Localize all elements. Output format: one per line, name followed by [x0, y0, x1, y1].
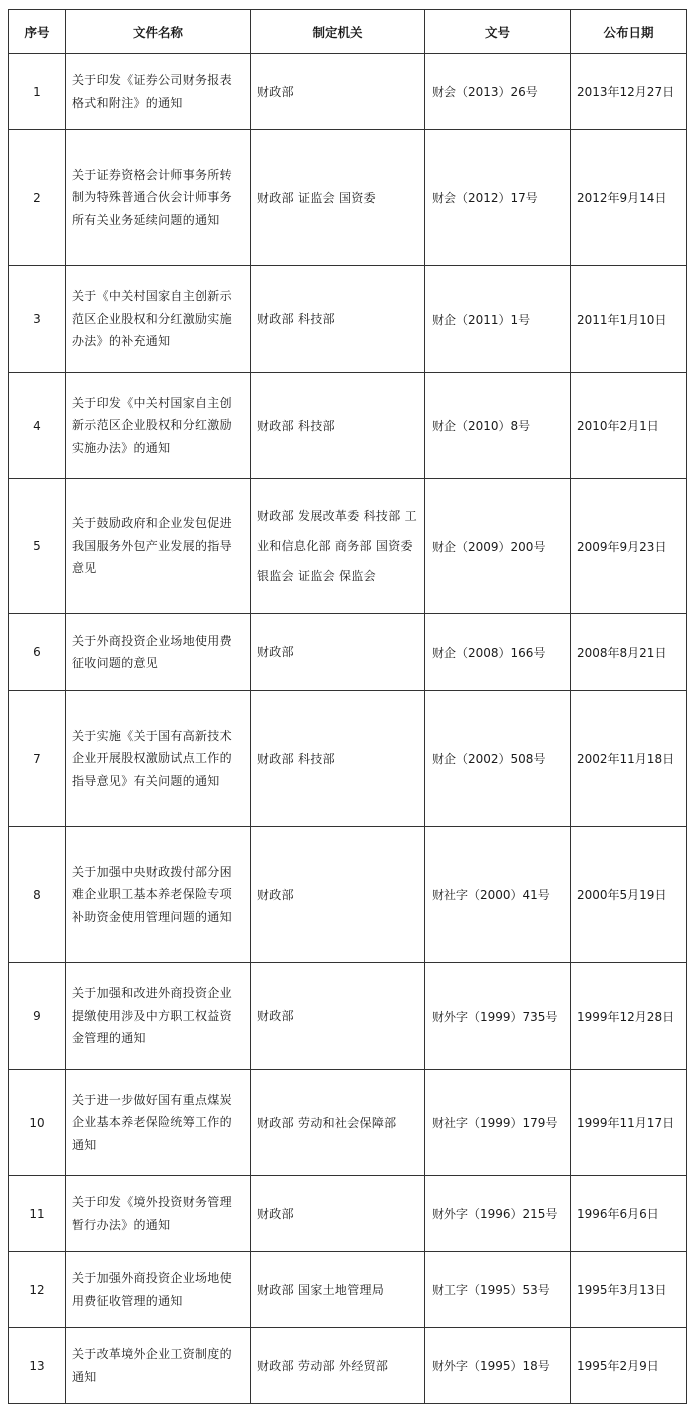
header-seq: 序号: [9, 10, 66, 54]
row-seq: 11: [9, 1176, 66, 1252]
table-row: [9, 373, 687, 479]
row-authority: 财政部: [251, 963, 425, 1070]
row-authority: 财政部 科技部: [251, 373, 425, 479]
header-authority: 制定机关: [251, 10, 425, 54]
row-title: 关于外商投资企业场地使用费征收问题的意见: [66, 614, 251, 691]
row-title: 关于鼓励政府和企业发包促进我国服务外包产业发展的指导意见: [66, 479, 251, 614]
row-authority: 财政部: [251, 827, 425, 963]
row-title: 关于进一步做好国有重点煤炭企业基本养老保险统筹工作的通知: [66, 1070, 251, 1176]
row-title: 关于印发《证券公司财务报表格式和附注》的通知: [66, 54, 251, 130]
row-date: 1995年2月9日: [571, 1328, 687, 1404]
header-date: 公布日期: [571, 10, 687, 54]
row-doc-no: 财社字（2000）41号: [425, 827, 571, 963]
row-date: 1999年12月28日: [571, 963, 687, 1070]
row-doc-no: 财外字（1996）215号: [425, 1176, 571, 1252]
row-authority: 财政部 劳动部 外经贸部: [251, 1328, 425, 1404]
row-date: 1995年3月13日: [571, 1252, 687, 1328]
row-date: 2000年5月19日: [571, 827, 687, 963]
row-seq: 8: [9, 827, 66, 963]
table-row: [9, 1328, 687, 1404]
table-row: [9, 1176, 687, 1252]
row-authority: 财政部 劳动和社会保障部: [251, 1070, 425, 1176]
row-seq: 4: [9, 373, 66, 479]
row-title: 关于改革境外企业工资制度的通知: [66, 1328, 251, 1404]
regulations-table: [8, 9, 687, 1404]
table-row: [9, 691, 687, 827]
row-doc-no: 财社字（1999）179号: [425, 1070, 571, 1176]
row-date: 2013年12月27日: [571, 54, 687, 130]
row-title: 关于加强和改进外商投资企业提缴使用涉及中方职工权益资金管理的通知: [66, 963, 251, 1070]
row-date: 2008年8月21日: [571, 614, 687, 691]
row-title: 关于加强外商投资企业场地使用费征收管理的通知: [66, 1252, 251, 1328]
row-title: 关于加强中央财政拨付部分困难企业职工基本养老保险专项补助资金使用管理问题的通知: [66, 827, 251, 963]
row-doc-no: 财企（2010）8号: [425, 373, 571, 479]
row-date: 2009年9月23日: [571, 479, 687, 614]
row-doc-no: 财会（2012）17号: [425, 130, 571, 266]
row-doc-no: 财企（2009）200号: [425, 479, 571, 614]
row-seq: 2: [9, 130, 66, 266]
table-row: [9, 130, 687, 266]
row-authority: 财政部 国家土地管理局: [251, 1252, 425, 1328]
table-row: [9, 1070, 687, 1176]
row-seq: 13: [9, 1328, 66, 1404]
row-doc-no: 财企（2008）166号: [425, 614, 571, 691]
header-doc-no: 文号: [425, 10, 571, 54]
row-authority: 财政部 科技部: [251, 691, 425, 827]
row-seq: 9: [9, 963, 66, 1070]
row-doc-no: 财工字（1995）53号: [425, 1252, 571, 1328]
row-date: 2010年2月1日: [571, 373, 687, 479]
row-seq: 10: [9, 1070, 66, 1176]
table-row: [9, 827, 687, 963]
row-seq: 5: [9, 479, 66, 614]
row-doc-no: 财外字（1995）18号: [425, 1328, 571, 1404]
row-title: 关于证券资格会计师事务所转制为特殊普通合伙会计师事务所有关业务延续问题的通知: [66, 130, 251, 266]
table-row: [9, 963, 687, 1070]
row-title: 关于印发《境外投资财务管理暂行办法》的通知: [66, 1176, 251, 1252]
row-doc-no: 财外字（1999）735号: [425, 963, 571, 1070]
row-date: 1996年6月6日: [571, 1176, 687, 1252]
row-date: 2011年1月10日: [571, 266, 687, 373]
row-date: 2012年9月14日: [571, 130, 687, 266]
table-row: [9, 266, 687, 373]
row-authority: 财政部 科技部: [251, 266, 425, 373]
table-row: [9, 1252, 687, 1328]
row-title: 关于《中关村国家自主创新示范区企业股权和分红激励实施办法》的补充通知: [66, 266, 251, 373]
row-doc-no: 财企（2002）508号: [425, 691, 571, 827]
row-date: 2002年11月18日: [571, 691, 687, 827]
row-seq: 12: [9, 1252, 66, 1328]
row-authority: 财政部: [251, 1176, 425, 1252]
row-seq: 7: [9, 691, 66, 827]
row-seq: 6: [9, 614, 66, 691]
row-doc-no: 财会（2013）26号: [425, 54, 571, 130]
row-seq: 1: [9, 54, 66, 130]
header-row: [9, 10, 687, 54]
table-row: [9, 614, 687, 691]
table-row: [9, 54, 687, 130]
row-doc-no: 财企（2011）1号: [425, 266, 571, 373]
row-title: 关于印发《中关村国家自主创新示范区企业股权和分红激励实施办法》的通知: [66, 373, 251, 479]
row-date: 1999年11月17日: [571, 1070, 687, 1176]
row-authority: 财政部: [251, 54, 425, 130]
header-title: 文件名称: [66, 10, 251, 54]
row-authority: 财政部: [251, 614, 425, 691]
table-row: [9, 479, 687, 614]
row-authority: 财政部 发展改革委 科技部 工业和信息化部 商务部 国资委 银监会 证监会 保监会: [251, 479, 425, 614]
row-title: 关于实施《关于国有高新技术企业开展股权激励试点工作的指导意见》有关问题的通知: [66, 691, 251, 827]
row-seq: 3: [9, 266, 66, 373]
row-authority: 财政部 证监会 国资委: [251, 130, 425, 266]
